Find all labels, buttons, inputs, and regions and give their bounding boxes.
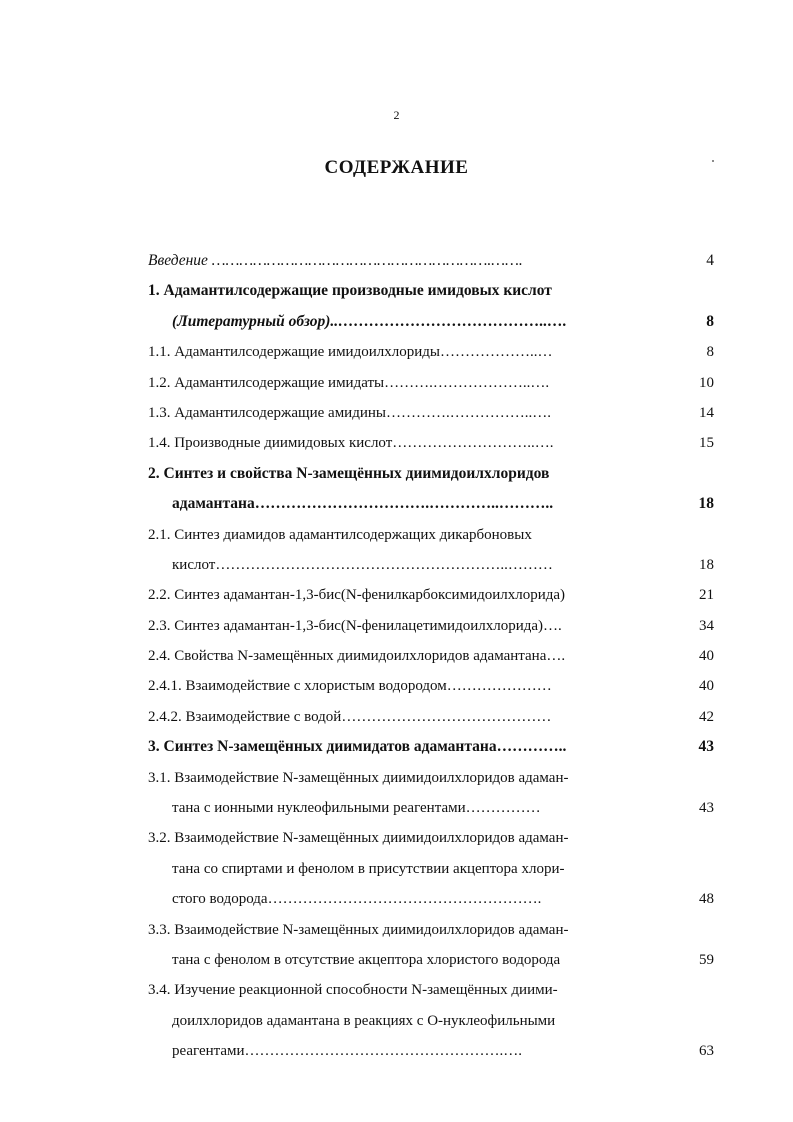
- toc-entry-title: 1.1. Адамантилсодержащие имидоилхлориды………………..…: [148, 344, 553, 361]
- toc-entry-title: тана с фенолом в отсутствие акцептора хлористого водорода: [172, 951, 561, 968]
- toc-entry-title: (Литературный обзор)..…………………………………..….: [172, 312, 567, 330]
- toc-entry-title: 3. Синтез N-замещённых диимидатов адамантана…………..: [148, 738, 567, 756]
- toc-entry: [148, 368, 720, 398]
- toc-entry-page: 18: [699, 556, 714, 573]
- toc-entry: [148, 398, 720, 428]
- toc-entry-page: 21: [699, 587, 714, 604]
- toc-entry-title: реагентами…………………………………………….….: [172, 1043, 523, 1060]
- toc-entry-page: 8: [706, 312, 714, 330]
- toc-entry: [148, 520, 720, 550]
- toc-entry-title: Введение …………………………………………………….…….: [148, 252, 523, 269]
- page-title: СОДЕРЖАНИЕ: [324, 157, 469, 178]
- toc-entry: [148, 884, 720, 914]
- toc-entry: [148, 337, 720, 367]
- table-of-contents: [148, 246, 720, 1067]
- toc-entry-page: 8: [706, 344, 714, 361]
- toc-entry: [148, 580, 720, 610]
- toc-entry-page: 42: [699, 708, 714, 725]
- toc-entry: [148, 641, 720, 671]
- toc-entry-title: 1. Адамантилсодержащие производные имидовых кислот: [148, 282, 552, 300]
- toc-entry-title: 2.4.1. Взаимодействие с хлористым водородом…………………: [148, 678, 552, 695]
- toc-entry-title: 2. Синтез и свойства N-замещённых диимидоилхлоридов: [148, 464, 550, 482]
- toc-entry: [148, 793, 720, 823]
- toc-entry-title: 1.3. Адамантилсодержащие амидины………….……………..….: [148, 404, 551, 421]
- toc-entry: [148, 1006, 720, 1036]
- toc-entry-title: тана с ионными нуклеофильными реагентами……………: [172, 800, 541, 817]
- toc-entry: [148, 428, 720, 458]
- toc-entry: [148, 702, 720, 732]
- toc-entry-page: 40: [699, 678, 714, 695]
- toc-entry-page: 59: [699, 951, 714, 968]
- toc-entry: [148, 854, 720, 884]
- toc-entry-page: 34: [699, 617, 714, 634]
- toc-entry: [148, 823, 720, 853]
- toc-entry-title: тана со спиртами и фенолом в присутствии акцептора хлори-: [172, 860, 565, 877]
- toc-entry: [148, 307, 720, 337]
- toc-entry-title: 2.4.2. Взаимодействие с водой……………………………………: [148, 708, 552, 725]
- page-number: 2: [393, 108, 400, 122]
- toc-entry-page: 15: [699, 435, 714, 452]
- toc-entry-page: 40: [699, 648, 714, 665]
- toc-entry-title: доилхлоридов адамантана в реакциях с О-нуклеофильными: [172, 1012, 556, 1029]
- toc-entry-title: 3.3. Взаимодействие N-замещённых диимидоилхлоридов адаман-: [148, 921, 569, 938]
- toc-entry-page: 43: [698, 738, 714, 756]
- toc-entry: [148, 915, 720, 945]
- toc-entry-title: 2.1. Синтез диамидов адамантилсодержащих дикарбоновых: [148, 526, 532, 543]
- toc-entry: [148, 459, 720, 489]
- toc-entry: [148, 975, 720, 1005]
- toc-entry: [148, 550, 720, 580]
- toc-entry-title: стого водорода……………………………………………….: [172, 891, 542, 908]
- toc-entry-title: 3.4. Изучение реакционной способности N-замещённых диими-: [148, 982, 558, 999]
- toc-entry: [148, 276, 720, 306]
- toc-entry-page: 43: [699, 800, 714, 817]
- toc-entry-page: 18: [698, 495, 714, 513]
- toc-entry-title: 2.2. Синтез адамантан-1,3-бис(N-фенилкарбоксимидоилхлорида): [148, 587, 566, 604]
- toc-entry-title: 2.3. Синтез адамантан-1,3-бис(N-фенилацетимидоилхлорида)….: [148, 617, 562, 634]
- toc-entry-title: 3.2. Взаимодействие N-замещённых диимидоилхлоридов адаман-: [148, 830, 569, 847]
- toc-entry-title: адамантана…………………………….…………..………..: [172, 495, 554, 513]
- toc-entry: [148, 763, 720, 793]
- toc-entry: [148, 611, 720, 641]
- toc-entry-page: 48: [699, 891, 714, 908]
- scan-speck: [712, 160, 714, 162]
- toc-entry-page: 4: [706, 252, 714, 269]
- toc-entry: [148, 732, 720, 762]
- toc-entry: [148, 671, 720, 701]
- toc-entry-title: 2.4. Свойства N-замещённых диимидоилхлоридов адамантана….: [148, 648, 566, 665]
- toc-entry-title: 1.2. Адамантилсодержащие имидаты……….………………..….: [148, 374, 550, 391]
- toc-entry: [148, 945, 720, 975]
- toc-entry-page: 14: [699, 404, 714, 421]
- toc-entry-title: 3.1. Взаимодействие N-замещённых диимидоилхлоридов адаман-: [148, 769, 569, 786]
- toc-entry: [148, 489, 720, 519]
- toc-entry-title: 1.4. Производные диимидовых кислот………………………..….: [148, 435, 554, 452]
- toc-entry-page: 10: [699, 374, 714, 391]
- toc-entry: [148, 1036, 720, 1066]
- toc-entry: [148, 246, 720, 276]
- toc-entry-title: кислот…………………………………………………..………: [172, 556, 553, 573]
- toc-entry-page: 63: [699, 1043, 714, 1060]
